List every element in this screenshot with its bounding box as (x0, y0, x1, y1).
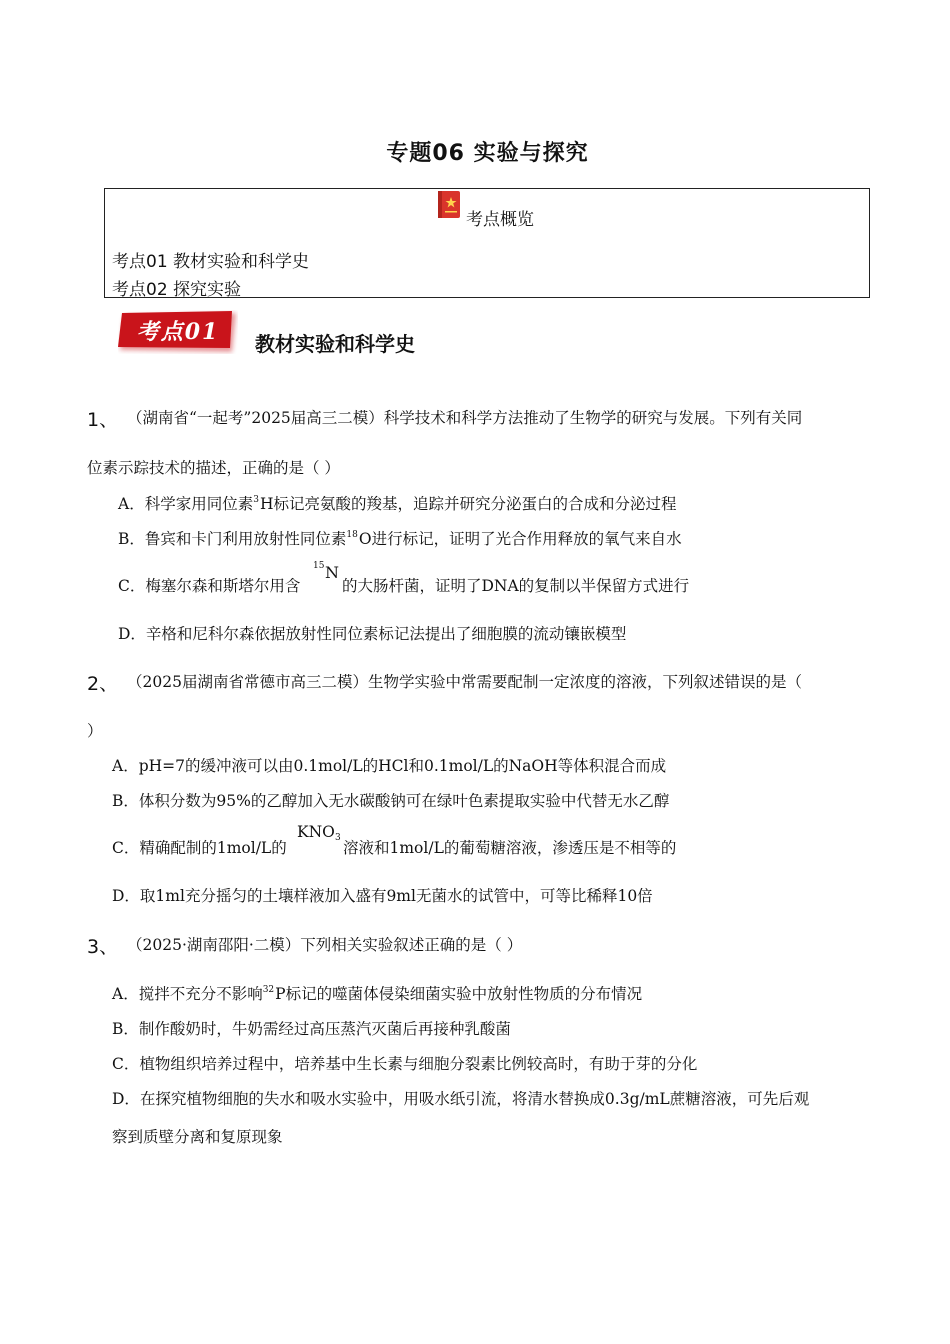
question-3-option-c[interactable]: C．植物组织培养过程中，培养基中生长素与细胞分裂素比例较高时，有助于芽的分化 (112, 1055, 698, 1073)
book-icon (437, 190, 461, 219)
option-c-text-pre: C．精确配制的1mol/L的 (112, 839, 287, 857)
isotope-mass: 3 (253, 495, 259, 505)
question-1-stem-line-2: 位素示踪技术的描述，正确的是（ ） (87, 459, 340, 477)
isotope-mass: 15 (313, 561, 325, 571)
formula-subscript: 3 (335, 833, 341, 843)
question-3-option-b[interactable]: B．制作酸奶时，牛奶需经过高压蒸汽灭菌后再接种乳酸菌 (112, 1020, 511, 1038)
question-1-number: 1、 (87, 409, 119, 431)
option-b-text-post: O进行标记，证明了光合作用释放的氧气来自水 (358, 530, 682, 548)
isotope-mass: 32 (262, 985, 275, 995)
question-2-number: 2、 (87, 673, 119, 695)
section-badge: 考点01 (136, 319, 220, 345)
question-2-stem-line-1: （2025届湖南省常德市高三二模）生物学实验中常需要配制一定浓度的溶液，下列叙述错误的是（ (127, 673, 802, 691)
option-a-text-pre: A．科学家用同位素 (118, 495, 254, 513)
overview-heading: 考点概览 (466, 210, 534, 230)
question-3-option-d-line-1[interactable]: D．在探究植物细胞的失水和吸水实验中，用吸水纸引流，将清水替换成0.3g/mL蔗糖溶液，可先后观 (112, 1090, 810, 1108)
question-2-option-a[interactable]: A．pH=7的缓冲液可以由0.1mol/L的HCl和0.1mol/L的NaOH等体积混合而成 (112, 757, 667, 775)
option-a-text-post: H标记亮氨酸的羧基，追踪并研究分泌蛋白的合成和分泌过程 (259, 495, 677, 513)
question-2-option-d[interactable]: D．取1ml充分摇匀的土壤样液加入盛有9ml无菌水的试管中，可等比稀释10倍 (112, 887, 653, 905)
overview-item-1[interactable]: 考点01 教材实验和科学史 (112, 252, 310, 272)
question-1-option-d[interactable]: D．辛格和尼科尔森依据放射性同位素标记法提出了细胞膜的流动镶嵌模型 (118, 625, 627, 643)
question-1-option-a[interactable] (118, 492, 676, 514)
question-3-number: 3、 (87, 936, 119, 958)
isotope-element: N (325, 563, 339, 582)
question-1-option-b[interactable] (118, 527, 682, 549)
option-c-text-post: 的大肠杆菌，证明了DNA的复制以半保留方式进行 (342, 577, 690, 595)
question-3-option-d-line-2: 察到质壁分离和复原现象 (112, 1128, 283, 1146)
overview-item-2[interactable]: 考点02 探究实验 (112, 280, 242, 300)
question-1-option-c[interactable] (118, 574, 300, 596)
question-1-stem-line-1: （湖南省“一起考”2025届高三二模）科学技术和科学方法推动了生物学的研究与发展。下列有关同 (127, 409, 803, 427)
option-c-text-post: 溶液和1mol/L的葡萄糖溶液，渗透压是不相等的 (343, 839, 677, 857)
isotope-mass: 18 (346, 530, 358, 540)
question-3-stem: （2025·湖南邵阳·二模）下列相关实验叙述正确的是（ ） (127, 936, 523, 954)
formula: KNO (297, 823, 335, 841)
option-a-text-post: P标记的噬菌体侵染细菌实验中放射性物质的分布情况 (275, 985, 643, 1003)
question-2-option-c[interactable] (112, 836, 287, 858)
question-3-option-a[interactable] (112, 982, 642, 1004)
section-title: 教材实验和科学史 (255, 332, 415, 356)
question-2-stem-line-2: ） (87, 722, 103, 740)
option-a-text-pre: A．搅拌不充分不影响 (112, 985, 263, 1003)
option-c-text-pre: C．梅塞尔森和斯塔尔用含 (118, 577, 301, 595)
page-title: 专题06 实验与探究 (386, 141, 589, 166)
question-2-option-b[interactable]: B．体积分数为95%的乙醇加入无水碳酸钠可在绿叶色素提取实验中代替无水乙醇 (112, 792, 670, 810)
option-b-text-pre: B．鲁宾和卡门利用放射性同位素 (118, 530, 347, 548)
